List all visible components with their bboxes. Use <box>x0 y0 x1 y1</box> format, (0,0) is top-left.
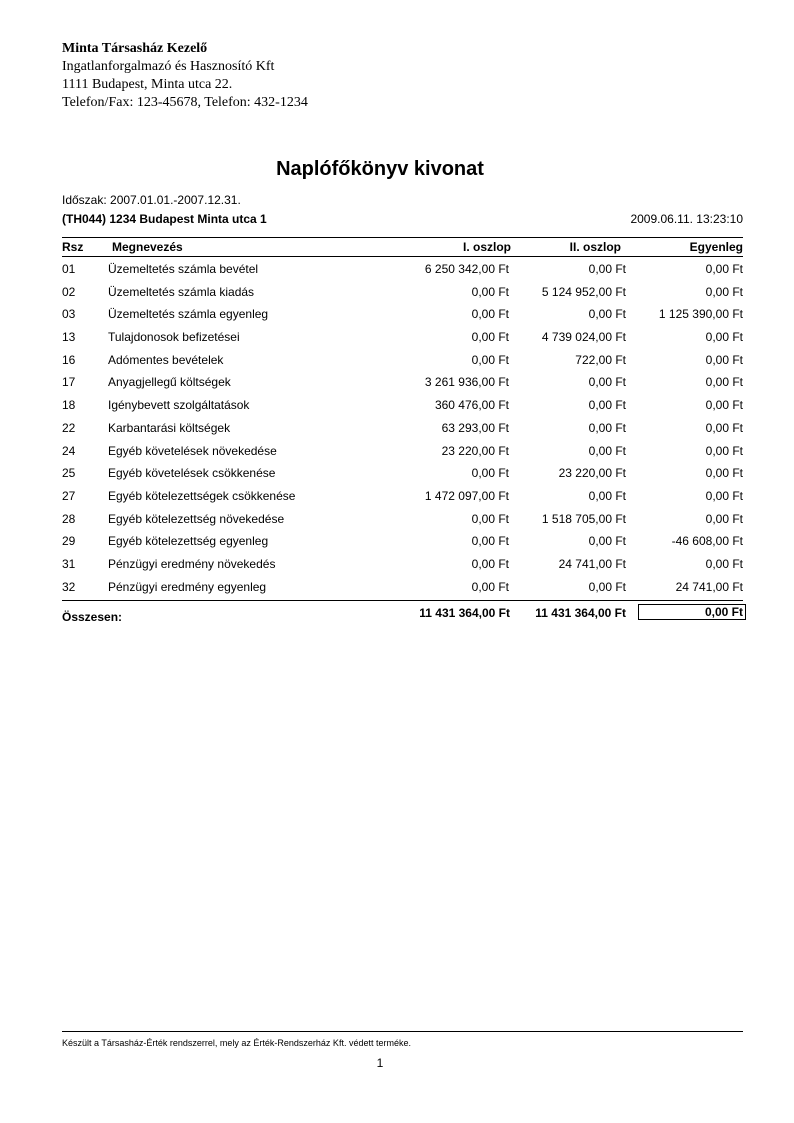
row-balance: 0,00 Ft <box>705 488 743 503</box>
row-name: Egyéb kötelezettség egyenleg <box>108 534 269 549</box>
footer-rule <box>62 1031 743 1032</box>
row-balance: 0,00 Ft <box>705 330 743 345</box>
company-header <box>62 40 308 112</box>
row-name: Üzemeltetés számla kiadás <box>108 284 255 299</box>
row-balance: 0,00 Ft <box>705 556 743 571</box>
row-col2: 0,00 Ft <box>588 443 626 458</box>
property-address: (TH044) 1234 Budapest Minta utca 1 <box>62 212 267 226</box>
row-col2: 0,00 Ft <box>588 375 626 390</box>
row-rsz: 29 <box>62 534 76 549</box>
table-row <box>62 285 743 308</box>
table-body <box>62 262 743 602</box>
row-col2: 0,00 Ft <box>588 420 626 435</box>
row-rsz: 02 <box>62 284 76 299</box>
row-balance: 0,00 Ft <box>705 375 743 390</box>
row-name: Anyagjellegű költségek <box>108 375 231 390</box>
table-row <box>62 330 743 353</box>
row-col2: 0,00 Ft <box>588 262 626 276</box>
row-col2: 0,00 Ft <box>588 534 626 549</box>
row-name: Pénzügyi eredmény egyenleg <box>108 579 267 594</box>
row-col1: 0,00 Ft <box>471 579 509 594</box>
row-col2: 0,00 Ft <box>588 579 626 594</box>
row-name: Tulajdonosok befizetései <box>108 330 240 345</box>
row-col1: 0,00 Ft <box>471 307 509 322</box>
row-col1: 1 472 097,00 Ft <box>424 488 509 503</box>
row-col2: 722,00 Ft <box>575 352 626 367</box>
row-balance: 0,00 Ft <box>705 511 743 526</box>
row-name: Egyéb követelések növekedése <box>108 443 277 458</box>
row-balance: -46 608,00 Ft <box>671 534 743 549</box>
table-row <box>62 262 743 285</box>
header-top-rule <box>62 237 743 238</box>
page-number: 1 <box>376 1056 384 1070</box>
row-col2: 23 220,00 Ft <box>558 466 626 481</box>
row-balance: 0,00 Ft <box>705 398 743 413</box>
row-col1: 0,00 Ft <box>471 556 509 571</box>
row-name: Karbantarási költségek <box>108 420 231 435</box>
row-name: Egyéb kötelezettségek csökkenése <box>108 488 296 503</box>
row-col1: 0,00 Ft <box>471 352 509 367</box>
row-name: Egyéb követelések csökkenése <box>108 466 276 481</box>
row-col2: 4 739 024,00 Ft <box>541 330 626 345</box>
table-row <box>62 489 743 512</box>
row-name: Üzemeltetés számla bevétel <box>108 262 259 276</box>
row-name: Egyéb kötelezettség növekedése <box>108 511 285 526</box>
table-row <box>62 421 743 444</box>
row-balance: 0,00 Ft <box>705 466 743 481</box>
row-rsz: 31 <box>62 556 76 571</box>
row-balance: 0,00 Ft <box>705 352 743 367</box>
footer-text: Készült a Társasház-Érték rendszerrel, mely az Érték-Rendszerház Kft. védett terméke. <box>62 1038 411 1048</box>
row-name: Pénzügyi eredmény növekedés <box>108 556 276 571</box>
company-name: Minta Társasház Kezelő <box>62 41 208 56</box>
row-rsz: 32 <box>62 579 76 594</box>
row-balance: 0,00 Ft <box>705 262 743 276</box>
report-title: Naplófőkönyv kivonat <box>276 158 484 180</box>
row-col1: 6 250 342,00 Ft <box>424 262 509 276</box>
row-col2: 1 518 705,00 Ft <box>541 511 626 526</box>
table-row <box>62 398 743 421</box>
row-balance: 0,00 Ft <box>705 420 743 435</box>
row-rsz: 03 <box>62 307 76 322</box>
total-row <box>62 606 746 624</box>
header-col1: I. oszlop <box>463 240 511 254</box>
total-col2: 11 431 364,00 Ft <box>535 606 626 620</box>
row-rsz: 13 <box>62 330 76 345</box>
table-row <box>62 557 743 580</box>
row-col2: 0,00 Ft <box>588 307 626 322</box>
row-rsz: 28 <box>62 511 76 526</box>
total-balance: 0,00 Ft <box>638 604 746 620</box>
row-balance: 1 125 390,00 Ft <box>658 307 743 322</box>
row-name: Igénybevett szolgáltatások <box>108 398 250 413</box>
row-rsz: 25 <box>62 466 76 481</box>
row-balance: 0,00 Ft <box>705 284 743 299</box>
row-col1: 0,00 Ft <box>471 511 509 526</box>
row-col1: 63 293,00 Ft <box>441 420 509 435</box>
table-row <box>62 512 743 535</box>
row-rsz: 24 <box>62 443 76 458</box>
row-name: Üzemeltetés számla egyenleg <box>108 307 269 322</box>
header-col2: II. oszlop <box>569 240 621 254</box>
table-row <box>62 375 743 398</box>
header-name: Megnevezés <box>112 240 183 254</box>
row-col2: 0,00 Ft <box>588 488 626 503</box>
row-col1: 0,00 Ft <box>471 330 509 345</box>
row-rsz: 01 <box>62 262 76 276</box>
report-timestamp: 2009.06.11. 13:23:10 <box>630 212 743 226</box>
row-col1: 23 220,00 Ft <box>441 443 509 458</box>
row-col1: 0,00 Ft <box>471 284 509 299</box>
table-row <box>62 444 743 467</box>
row-balance: 24 741,00 Ft <box>675 579 743 594</box>
total-label: Összesen: <box>62 610 123 624</box>
table-header <box>62 240 743 256</box>
row-col1: 360 476,00 Ft <box>434 398 509 413</box>
row-rsz: 27 <box>62 488 76 503</box>
header-rsz: Rsz <box>62 240 84 254</box>
total-top-rule <box>62 600 743 601</box>
row-name: Adómentes bevételek <box>108 352 224 367</box>
header-bottom-rule <box>62 256 743 257</box>
row-col1: 0,00 Ft <box>471 534 509 549</box>
company-address: 1111 Budapest, Minta utca 22. <box>62 77 233 92</box>
table-row <box>62 353 743 376</box>
row-rsz: 16 <box>62 352 76 367</box>
company-description: Ingatlanforgalmazó és Hasznosító Kft <box>62 59 275 74</box>
report-period: Időszak: 2007.01.01.-2007.12.31. <box>62 193 241 207</box>
row-rsz: 18 <box>62 398 76 413</box>
row-col1: 0,00 Ft <box>471 466 509 481</box>
table-row <box>62 580 743 603</box>
row-col2: 24 741,00 Ft <box>558 556 626 571</box>
table-row <box>62 534 743 557</box>
row-rsz: 17 <box>62 375 76 390</box>
row-col2: 5 124 952,00 Ft <box>541 284 626 299</box>
table-row <box>62 307 743 330</box>
total-col1: 11 431 364,00 Ft <box>419 606 510 620</box>
table-row <box>62 466 743 489</box>
company-phone: Telefon/Fax: 123-45678, Telefon: 432-1234 <box>62 95 308 110</box>
row-col1: 3 261 936,00 Ft <box>424 375 509 390</box>
row-col2: 0,00 Ft <box>588 398 626 413</box>
row-balance: 0,00 Ft <box>705 443 743 458</box>
header-balance: Egyenleg <box>689 240 743 254</box>
row-rsz: 22 <box>62 420 76 435</box>
